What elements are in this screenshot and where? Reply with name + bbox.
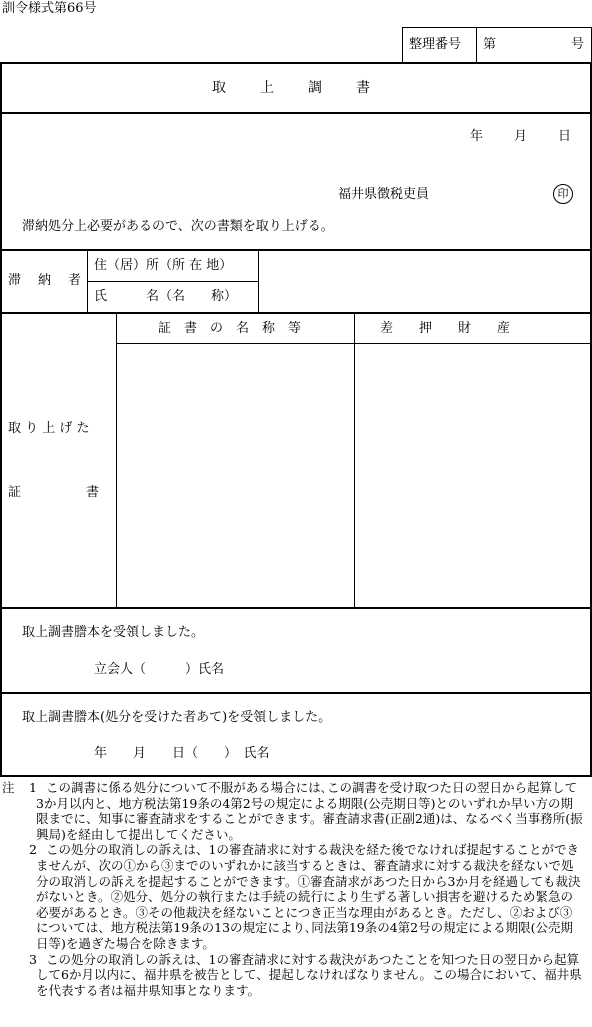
serial-number-label: 整理番号 (409, 37, 462, 52)
title-divider (0, 112, 592, 114)
taxpayer-field-divider (258, 250, 259, 312)
name-label: 氏 名（名 称） (94, 289, 238, 304)
receipt2-line1: 取上調書謄本(処分を受けた者あて)を受領しました。 (22, 710, 332, 725)
address-value[interactable] (260, 252, 588, 280)
note-item (0, 780, 592, 842)
date-year: 年 (470, 129, 484, 144)
taxpayer-top (0, 249, 592, 251)
serial-box-top (402, 27, 592, 28)
frame-left (0, 62, 2, 777)
documents-header-divider (116, 343, 592, 344)
notes-label: 注 (2, 780, 15, 795)
taxpayer-label: 滞 納 者 (8, 273, 84, 288)
documents-header-name: 証 書 の 名 称 等 (158, 321, 302, 336)
seal-mark (553, 184, 573, 204)
intro-text: 滞納処分上必要があるので、次の書類を取り上げる。 (22, 219, 334, 234)
seized-property-area[interactable] (356, 345, 588, 605)
date-month: 月 (514, 129, 528, 144)
documents-top (0, 312, 592, 314)
serial-number-suffix: 号 (571, 37, 585, 52)
frame-bottom (0, 775, 592, 777)
form-label: 訓令様式第66号 (2, 1, 97, 16)
taxpayer-row-divider (87, 281, 258, 282)
name-value[interactable] (260, 283, 588, 311)
documents-label-divider (116, 313, 117, 607)
address-label: 住（居）所（所 在 地） (94, 258, 233, 273)
serial-number-prefix: 第 (483, 37, 497, 52)
receipt2-top (0, 692, 592, 694)
note-number: 1 (29, 780, 37, 795)
note-number: 3 (29, 951, 37, 967)
note-number: 2 (29, 842, 37, 858)
frame-top (0, 62, 592, 64)
receipt1-line1: 取上調書謄本を受領しました。 (22, 625, 205, 640)
serial-box-divider (476, 27, 477, 63)
receipt1-line2: 立会人（ ）氏名 (94, 662, 225, 677)
serial-box-left (402, 27, 403, 63)
notes-section (0, 780, 592, 998)
receipt2-line2: 年 月 日（ ） 氏名 (94, 746, 270, 761)
seal-text: 印 (557, 187, 569, 200)
date-day: 日 (558, 129, 572, 144)
document-names-area[interactable] (118, 345, 353, 605)
official-title: 福井県徴税吏員 (338, 187, 430, 202)
documents-row-label-2: 証 書 (8, 485, 100, 500)
note-text: この調書に係る処分について不服がある場合には､この調書を受け取つた日の翌日から起算して3か月以内と、地方税法第19条の4第2号の規定による期限(公売期日等)とのいずれか早い方の期限までに、知事に審査請求をすることができます。審査請求書(正副2通)は、なるべく当事務所(振興局)を経由して提出してください。 (36, 780, 583, 842)
documents-header-seized: 差 押 財 産 (380, 321, 511, 336)
documents-column-divider (354, 313, 355, 607)
note-text: この処分の取消しの訴えは、1の審査請求に対する裁決を経た後でなければ提起することができませんが、次の①から③までのいずれかに該当するときは、審査請求に対する裁決を経ないで処分の取消しの訴えを提起することができます。①審査請求があつた日から3か月を経過しても裁決がないとき。②処分、処分の執行または手続の続行により生ずる著しい損害を避けるため緊急の必要があるとき。③その他裁決を経ないことにつき正当な理由があるとき。ただし、②および③については、地方税法第19条の13の規定により､同法第19条の4第2号の規定による期限(公売期日等)を過ぎた場合を除きます。 (36, 842, 581, 951)
note-text: この処分の取消しの訴えは、1の審査請求に対する裁決があつたことを知つた日の翌日から起算して6か月以内に、福井県を被告として、提起しなければなりません。この場合において、福井県を代表する者は福井県知事となります。 (36, 951, 582, 998)
note-item (0, 842, 592, 951)
documents-row-label-1: 取 り 上 げ た (8, 421, 90, 436)
receipt1-top (0, 607, 592, 609)
document-title: 取 上 調 書 (212, 80, 380, 96)
note-item (0, 952, 592, 999)
